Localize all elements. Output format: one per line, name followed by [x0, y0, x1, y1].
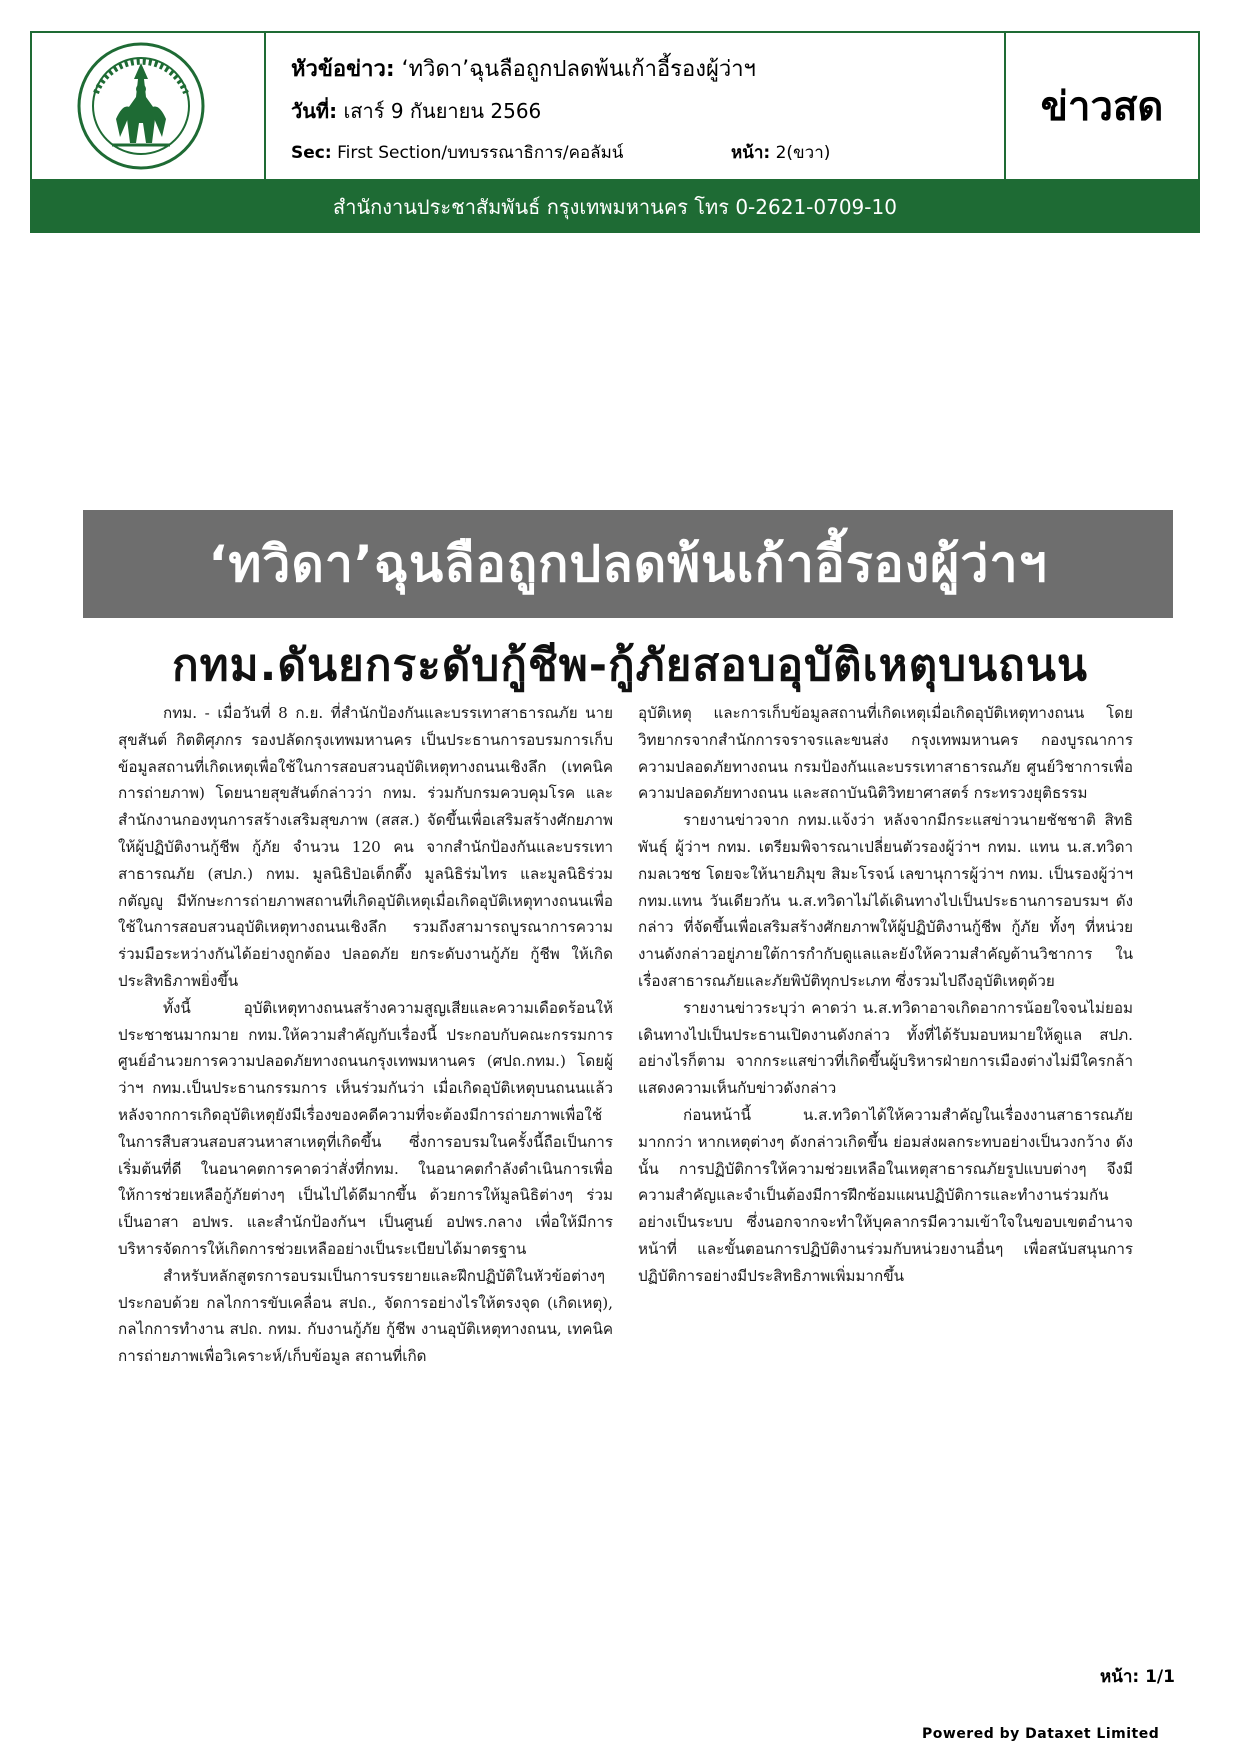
page-ref-value: 2(ขวา): [775, 143, 831, 163]
paragraph: กทม. - เมื่อวันที่ 8 ก.ย. ที่สำนักป้องกันและบรรเทาสาธารณภัย นายสุขสันต์ กิตติศุภกร รองปลัดกรุงเทพมหานคร เป็นประธานการอบรมการเก็บข้อมูลสถานที่เกิดเหตุเพื่อใช้ในการสอบสวนอุบัติเหตุทางถนนเชิงลึก (เทคนิคการถ่ายภาพ) โดยนายสุขสันต์กล่าวว่า กทม. ร่วมกับกรมควบคุมโรค และสำนักงานกองทุนการสร้างเสริมสุขภาพ (สสส.) จัดขึ้นเพื่อเสริมสร้างศักยภาพให้ผู้ปฏิบัติงานกู้ชีพ กู้ภัย จำนวน 120 คน จากสำนักป้องกันและบรรเทาสาธารณภัย (สปภ.) กทม. มูลนิธิป่อเต็กตึ๊ง มูลนิธิร่มไทร และมูลนิธิร่วมกตัญญู มีทักษะการถ่ายภาพสถานที่เกิดอุบัติเหตุเมื่อเกิดอุบัติเหตุทางถนนเพื่อใช้ในการสอบสวนอุบัติเหตุทางถนนเชิงลึก รวมถึงสามารถบูรณาการความร่วมมือระหว่างกันได้อย่างถูกต้อง ปลอดภัย ยกระดับงานกู้ภัย กู้ชีพ ให้เกิดประสิทธิภาพยิ่งขึ้น: [118, 704, 613, 990]
paragraph: ก่อนหน้านี้ น.ส.ทวิดาได้ให้ความสำคัญในเรื่องงานสาธารณภัยมากกว่า หากเหตุต่างๆ ดังกล่าวเกิดขึ้น ย่อมส่งผลกระทบอย่างเป็นวงกว้าง ดังนั้น การปฏิบัติการให้ความช่วยเหลือในเหตุสาธารณภัยรูปแบบต่างๆ จึงมีความสำคัญและจำเป็นต้องมีการฝึกซ้อมแผนปฏิบัติการและทำงานร่วมกันอย่างเป็นระบบ ซึ่งนอกจากจะทำให้บุคลากรมีความเข้าใจในขอบเขตอำนาจหน้าที่ และขั้นตอนการปฏิบัติงานร่วมกับหน่วยงานอื่นๆ เพื่อสนับสนุนการปฏิบัติการอย่างมีประสิทธิภาพเพิ่มมากขึ้น: [638, 1105, 1133, 1285]
date-value: เสาร์ 9 กันยายน 2566: [343, 99, 542, 123]
article-column-left: [118, 700, 613, 1370]
paragraph: อุบัติเหตุ และการเก็บข้อมูลสถานที่เกิดเหตุเมื่อเกิดอุบัติเหตุทางถนน โดยวิทยากรจากสำนักการจราจรและขนส่ง กรุงเทพมหานคร กองบูรณาการความปลอดภัยทางถนน กรมป้องกันและบรรเทาสาธารณภัย ศูนย์วิชาการเพื่อความปลอดภัยทางถนน และสถาบันนิติวิทยาศาสตร์ กระทรวงยุติธรรม: [638, 704, 1133, 803]
date-row: วันที่: เสาร์ 9 กันยายน 2566: [291, 99, 542, 123]
bma-seal-logo: [76, 41, 206, 171]
source-tag: ข่าวสด: [1040, 84, 1164, 130]
clipping-info: [266, 33, 1006, 179]
paragraph: สำหรับหลักสูตรการอบรมเป็นการบรรยายและฝึกปฏิบัติในหัวข้อต่างๆ ประกอบด้วย กลไกการขับเคลื่อน สปถ., จัดการอย่างไรให้ตรงจุด (เกิดเหตุ), กลไกการทำงาน สปถ. กทม. กับงานกู้ภัย กู้ชีพ งานอุบัติเหตุทางถนน, เทคนิคการถ่ายภาพเพื่อวิเคราะห์/เก็บข้อมูล สถานที่เกิด: [118, 1266, 613, 1366]
clipping-header: [30, 31, 1200, 181]
page-counter: หน้า: 1/1: [1100, 1667, 1175, 1687]
pr-office-banner: สำนักงานประชาสัมพันธ์ กรุงเทพมหานคร โทร 0-2621-0709-10: [30, 181, 1200, 233]
article-subheadline: กทม.ดันยกระดับกู้ชีพ-กู้ภัยสอบอุบัติเหตุบนถนน: [172, 640, 1088, 691]
powered-by: Powered by Dataxet Limited: [922, 1726, 1160, 1742]
section-value: First Section/บทบรรณาธิการ/คอลัมน์: [337, 143, 624, 163]
logo-cell: [32, 33, 266, 179]
article-headline: ‘ทวิดา’ฉุนลือถูกปลดพ้นเก้าอี้รองผู้ว่าฯ: [83, 510, 1173, 618]
headline-value: ‘ทวิดา’ฉุนลือถูกปลดพ้นเก้าอี้รองผู้ว่าฯ: [401, 57, 756, 82]
headline-row: หัวข้อข่าว: ‘ทวิดา’ฉุนลือถูกปลดพ้นเก้าอี้รองผู้ว่าฯ: [291, 57, 756, 82]
section-row: Sec: First Section/บทบรรณาธิการ/คอลัมน์ หน้า: 2(ขวา): [291, 139, 623, 166]
page-ref: หน้า: 2(ขวา): [731, 143, 831, 163]
paragraph: ทั้งนี้ อุบัติเหตุทางถนนสร้างความสูญเสียและความเดือดร้อนให้ประชาชนมากมาย กทม.ให้ความสำคัญกับเรื่องนี้ ประกอบกับคณะกรรมการศูนย์อำนวยการความปลอดภัยทางถนนกรุงเทพมหานคร (ศปถ.กทม.) โดยผู้ว่าฯ กทม.เป็นประธานกรรมการ เห็นร่วมกันว่า เมื่อเกิดอุบัติเหตุบนถนนแล้วหลังจากการเกิดอุบัติเหตุยังมีเรื่องของคดีความที่จะต้องมีการถ่ายภาพเพื่อใช้ในการสืบสวนสอบสวนหาสาเหตุที่เกิดขึ้น ซึ่งการอบรมในครั้งนี้ถือเป็นการเริ่มต้นที่ดี ในอนาคตการคาดว่าสั่งที่กทม. ในอนาคตกำลังดำเนินการเพื่อให้การช่วยเหลือกู้ภัยต่างๆ เป็นไปได้ดีมากขึ้น ด้วยการให้มูลนิธิต่างๆ ร่วมเป็นอาสา อปพร. และสำนักป้องกันฯ เป็นศูนย์ อปพร.กลาง เพื่อให้มีการบริหารจัดการให้เกิดการช่วยเหลืออย่างเป็นระเบียบได้มาตรฐาน: [118, 998, 613, 1258]
paragraph: รายงานข่าวระบุว่า คาดว่า น.ส.ทวิดาอาจเกิดอาการน้อยใจจนไม่ยอมเดินทางไปเป็นประธานเปิดงานดังกล่าว ทั้งที่ได้รับมอบหมายให้ดูแล สปภ. อย่างไรก็ตาม จากกระแสข่าวที่เกิดขึ้นผู้บริหารฝ่ายการเมืองต่างไม่มีใครกล้าแสดงความเห็นกับข่าวดังกล่าว: [638, 998, 1133, 1098]
paragraph: รายงานข่าวจาก กทม.แจ้งว่า หลังจากมีกระแสข่าวนายชัชชาติ สิทธิพันธุ์ ผู้ว่าฯ กทม. เตรียมพิจารณาเปลี่ยนตัวรองผู้ว่าฯ กทม. แทน น.ส.ทวิดา กมลเวชช โดยจะให้นายภิมุข สิมะโรจน์ เลขานุการผู้ว่าฯ กทม. เป็นรองผู้ว่าฯ กทม.แทน วันเดียวกัน น.ส.ทวิดาไม่ได้เดินทางไปเป็นประธานการอบรมฯ ดังกล่าว ที่จัดขึ้นเพื่อเสริมสร้างศักยภาพให้ผู้ปฏิบัติงานกู้ชีพ กู้ภัย ทั้งๆ ที่หน่วยงานดังกล่าวอยู่ภายใต้การกำกับดูแลและยังให้ความสำคัญด้านวิชาการ ในเรื่องสาธารณภัยและภัยพิบัติทุกประเภท ซึ่งรวมไปถึงอุบัติเหตุด้วย: [638, 811, 1133, 990]
article-column-right: [638, 700, 1133, 1290]
